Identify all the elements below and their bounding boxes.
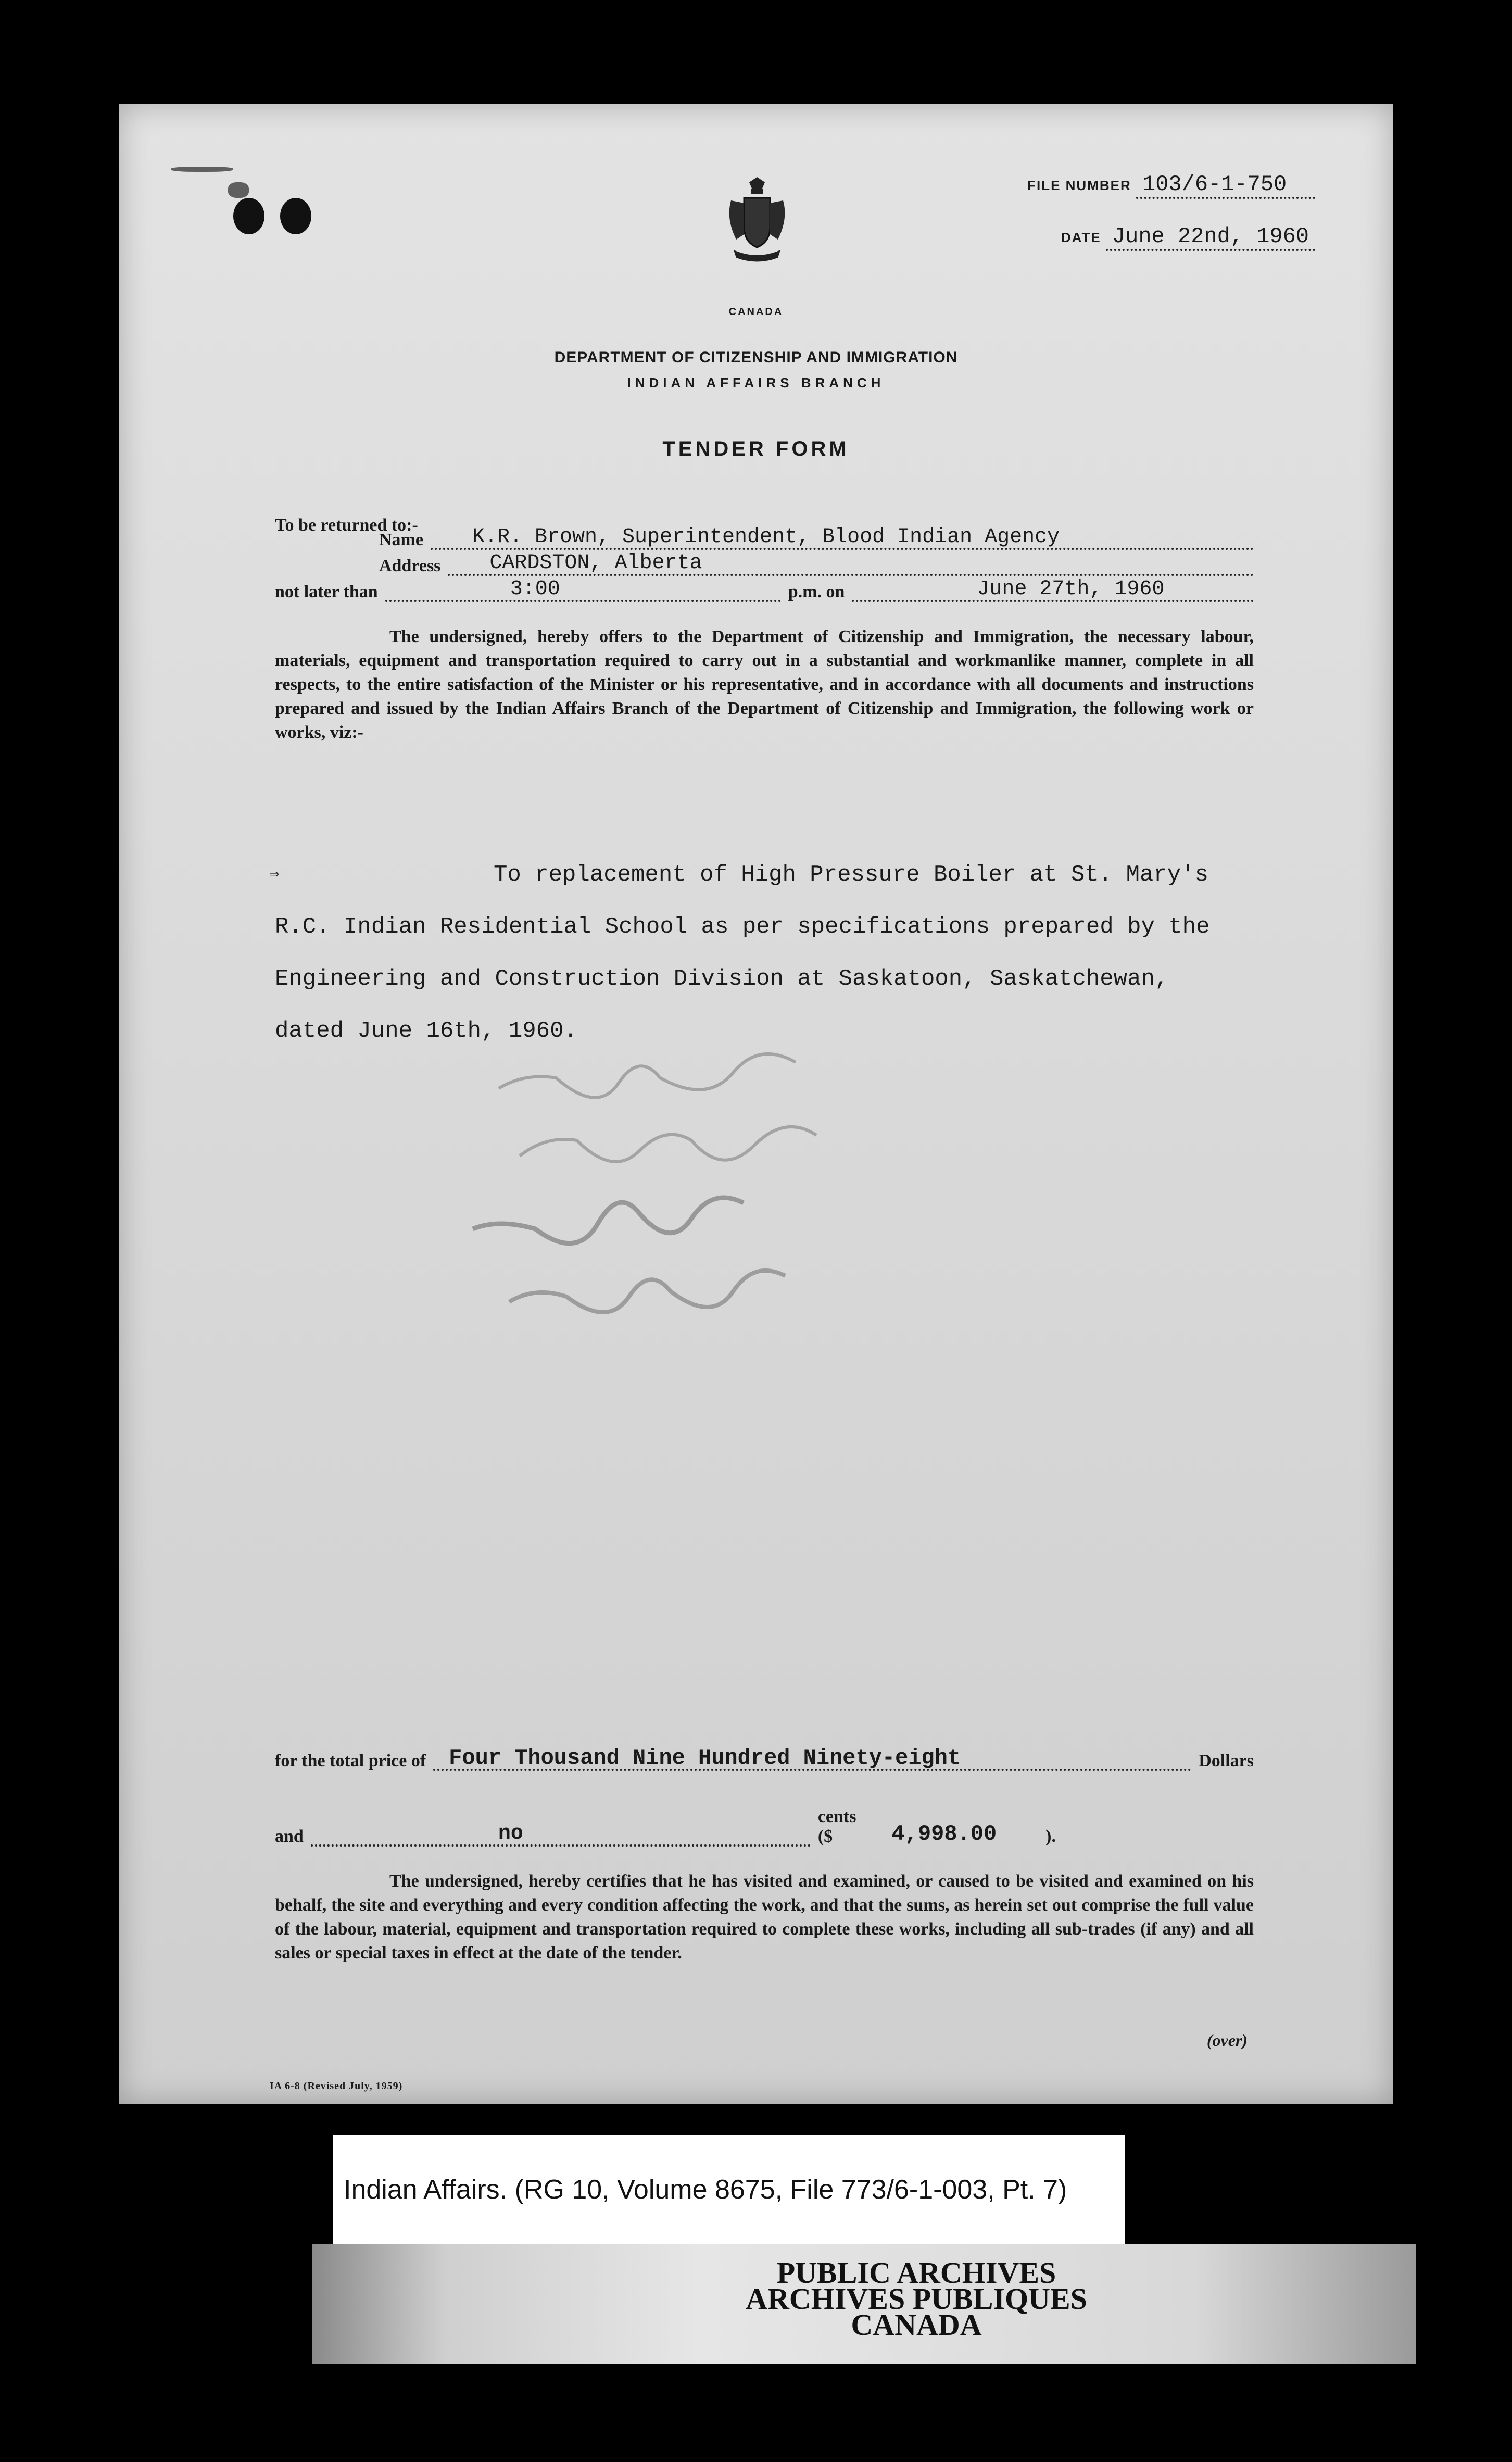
archive-caption: Indian Affairs. (RG 10, Volume 8675, File 773/6-1-003, Pt. 7)	[333, 2135, 1125, 2244]
return-to-heading: To be returned to:-	[275, 516, 418, 535]
date-label: DATE	[1061, 230, 1101, 245]
work-line-1: To replacement of High Pressure Boiler at St. Mary's	[494, 862, 1209, 888]
not-later-label: not later than	[275, 582, 378, 601]
punch-hole-left	[233, 198, 264, 234]
deadline-time: 3:00	[385, 579, 781, 602]
margin-mark-icon: ⇒	[270, 866, 280, 884]
coat-of-arms-icon	[721, 177, 793, 266]
name-value: K.R. Brown, Superintendent, Blood Indian Agency	[431, 527, 1254, 550]
and-label: and	[275, 1827, 304, 1846]
cents-row	[275, 1807, 1056, 1846]
archive-line-3: CANADA	[851, 2308, 982, 2342]
work-line-2: R.C. Indian Residential School as per specifications prepared by the	[275, 914, 1210, 940]
country-label: CANADA	[728, 306, 784, 318]
department-heading: DEPARTMENT OF CITIZENSHIP AND IMMIGRATION	[554, 349, 958, 366]
file-number-value: 103/6-1-750	[1136, 172, 1315, 199]
branch-heading: INDIAN AFFAIRS BRANCH	[627, 375, 885, 391]
dollars-label: Dollars	[1199, 1751, 1254, 1770]
file-number-label: FILE NUMBER	[1027, 178, 1131, 193]
cents-words: no	[311, 1824, 811, 1846]
name-row	[379, 527, 1254, 550]
work-line-4: dated June 16th, 1960.	[275, 1018, 577, 1044]
archive-line-2: ARCHIVES PUBLIQUES	[746, 2282, 1087, 2316]
deadline-date: June 27th, 1960	[852, 579, 1254, 602]
date-line	[1061, 224, 1315, 251]
cents-label: cents ($	[817, 1807, 856, 1846]
amount-close: ).	[1045, 1827, 1056, 1846]
name-label: Name	[379, 530, 423, 549]
form-number: IA 6-8 (Revised July, 1959)	[270, 2080, 403, 2092]
amount-figures: 4,998.00	[891, 1822, 997, 1846]
tender-form-page	[119, 104, 1393, 2104]
deadline-row	[275, 579, 1254, 602]
address-row	[379, 553, 1254, 576]
total-price-label: for the total price of	[275, 1751, 426, 1770]
pm-label: p.m. on	[788, 582, 845, 601]
form-title: TENDER FORM	[662, 437, 850, 460]
archive-stamp	[312, 2244, 1416, 2364]
address-value: CARDSTON, Alberta	[448, 553, 1254, 576]
bleed-through-signature	[421, 1031, 941, 1354]
total-price-words: Four Thousand Nine Hundred Ninety-eight	[433, 1747, 1191, 1771]
file-number-line	[1027, 172, 1315, 199]
total-price-row	[275, 1747, 1254, 1771]
certify-paragraph: The undersigned, hereby certifies that he has visited and examined, or caused to be visited and examined on his behalf, the site and everything and every condition affecting the work, and that the sums, as herein set out comprise the full value of the labour, material, equipment and transportation required to complete these works, including all sub-trades (if any) and all sales or special taxes in effect at the date of the tender.	[275, 1871, 1254, 1963]
address-label: Address	[379, 556, 441, 575]
over-note: (over)	[1206, 2031, 1248, 2050]
offer-paragraph: The undersigned, hereby offers to the Department of Citizenship and Immigration, the necessary labour, materials, equipment and transportation required to carry out in a substantial and workmanlike manner, complete in all respects, to the entire satisfaction of the Minister or his representative, and in accordance with all documents and instructions prepared and issued by the Indian Affairs Branch of the Department of Citizenship and Immigration, the following work or works, viz:-	[275, 627, 1254, 742]
work-description	[270, 849, 1264, 1057]
punch-hole-right	[280, 198, 311, 234]
date-value: June 22nd, 1960	[1106, 224, 1315, 251]
archive-line-1: PUBLIC ARCHIVES	[776, 2256, 1056, 2290]
work-line-3: Engineering and Construction Division at Saskatoon, Saskatchewan,	[275, 966, 1169, 992]
